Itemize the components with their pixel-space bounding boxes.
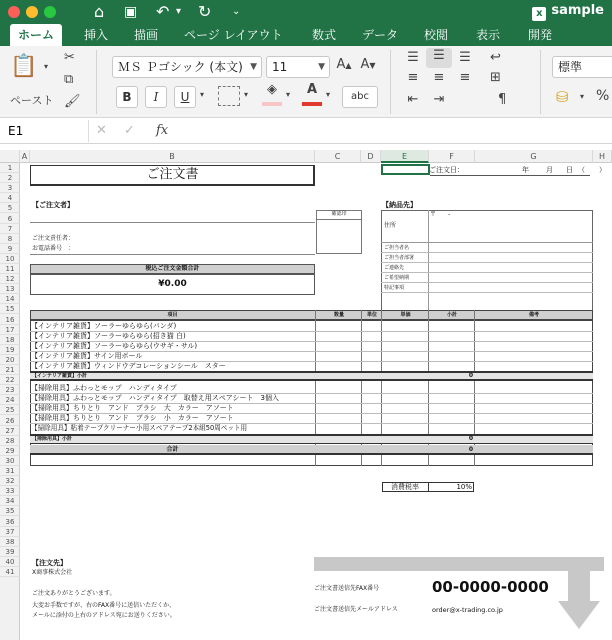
cancel-icon[interactable]: ✕ xyxy=(96,123,107,138)
row-header-41[interactable]: 41 xyxy=(0,567,20,577)
address-label: 住所 xyxy=(384,222,397,229)
document-title xyxy=(532,3,604,21)
borders-icon[interactable] xyxy=(218,86,240,106)
date-underline xyxy=(430,175,590,176)
row-header-11[interactable]: 11 xyxy=(0,264,20,274)
table-row[interactable]: 【掃除用具】粘着テープクリーナー小用スペアテープ2本組50周ペット用 xyxy=(31,424,248,432)
tab-home[interactable]: ホーム xyxy=(10,24,62,46)
row-header-9[interactable]: 9 xyxy=(0,244,20,254)
day-label: 日 xyxy=(566,166,573,174)
column-headers xyxy=(0,150,612,163)
mail-address: order@x-trading.co.jp xyxy=(432,606,503,614)
row-header-23[interactable]: 23 xyxy=(0,385,20,395)
row-header-21[interactable]: 21 xyxy=(0,365,20,375)
contact-info-label: ご連絡先 xyxy=(384,265,405,271)
row-header-5[interactable]: 5 xyxy=(0,203,20,213)
fill-color-dropdown-icon[interactable]: ▾ xyxy=(286,90,291,99)
cut-icon[interactable]: ✂ xyxy=(64,50,75,65)
table-row[interactable]: 【インテリア雑貨】ソーラーゆらゆら(ウサギ・サル) xyxy=(31,342,198,350)
align-bottom-icon[interactable]: ☰ xyxy=(459,50,471,65)
divider xyxy=(381,272,593,273)
divider xyxy=(30,222,315,223)
italic-button[interactable]: I xyxy=(145,86,167,108)
page-title: ご注文書 xyxy=(146,167,199,182)
row-header-25[interactable]: 25 xyxy=(0,405,20,415)
table-row[interactable]: 【掃除用具】ふわっとモップ ハンディタイプ 取替え用スペアシート 3個入 xyxy=(31,394,279,402)
table-row[interactable]: 【インテリア雑貨】ソーラーゆらゆら(招き猫 白) xyxy=(31,332,186,340)
fax-label: ご注文書送信先FAX番号 xyxy=(314,585,380,592)
bold-button[interactable]: B xyxy=(116,86,138,108)
tab-data[interactable]: データ xyxy=(362,28,399,42)
divider xyxy=(316,219,362,220)
postal-mark: 〒 - xyxy=(430,211,451,218)
cleaning-subtotal-row xyxy=(30,434,593,444)
contact-name-label: ご担当者名 xyxy=(384,245,410,251)
fax-number: 00-0000-0000 xyxy=(432,578,549,596)
weekday-label: （ ） xyxy=(578,166,606,174)
row-header-27[interactable]: 27 xyxy=(0,426,20,436)
divider xyxy=(390,50,391,114)
order-form-sheet xyxy=(20,163,612,640)
column-header-e[interactable]: E xyxy=(381,150,429,163)
title-bar xyxy=(0,0,612,24)
row-header-12[interactable]: 12 xyxy=(0,274,20,284)
row-header-28[interactable]: 28 xyxy=(0,436,20,446)
chevron-down-icon: ▼ xyxy=(318,62,325,72)
enter-icon[interactable]: ✓ xyxy=(124,123,135,138)
table-row[interactable]: 【掃除用具】ふわっとモップ ハンディタイプ xyxy=(31,384,177,392)
chevron-down-icon: ▼ xyxy=(250,62,257,72)
row-header-22[interactable]: 22 xyxy=(0,375,20,385)
row-header-18[interactable]: 18 xyxy=(0,335,20,345)
row-header-8[interactable]: 8 xyxy=(0,234,20,244)
tab-formulas[interactable]: 数式 xyxy=(312,28,337,42)
divider xyxy=(540,50,541,114)
row-header-36[interactable]: 36 xyxy=(0,517,20,527)
column-header-d[interactable]: D xyxy=(361,150,381,163)
row-header-24[interactable]: 24 xyxy=(0,395,20,405)
column-header-g[interactable]: G xyxy=(475,150,593,163)
paste-dropdown-icon[interactable]: ▾ xyxy=(44,62,49,71)
zoom-window-button[interactable] xyxy=(44,6,56,18)
divider xyxy=(30,254,315,255)
row-header-26[interactable]: 26 xyxy=(0,416,20,426)
borders-dropdown-icon[interactable]: ▾ xyxy=(244,90,249,99)
row-header-7[interactable]: 7 xyxy=(0,224,20,234)
paste-label[interactable]: ペースト xyxy=(10,94,54,107)
thanks-text: ご注文ありがとうございます。 xyxy=(32,590,116,597)
row-header-39[interactable]: 39 xyxy=(0,547,20,557)
row-header-34[interactable]: 34 xyxy=(0,496,20,506)
phone-label: お電話番号 ： xyxy=(32,245,75,252)
row-header-2[interactable]: 2 xyxy=(0,173,20,183)
currency-icon[interactable]: ⛁ xyxy=(556,88,569,106)
currency-dropdown-icon[interactable]: ▾ xyxy=(580,92,585,101)
wrap-text-icon[interactable]: ↩ xyxy=(490,50,501,65)
customize-toolbar-icon[interactable]: ⌄ xyxy=(232,6,241,17)
banner-bar xyxy=(314,557,604,571)
font-size-select[interactable] xyxy=(266,56,330,78)
fill-color-icon[interactable]: ◈ xyxy=(267,82,277,97)
interior-subtotal-row xyxy=(30,371,593,381)
header-note: 備考 xyxy=(528,312,539,318)
row-header-16[interactable]: 16 xyxy=(0,315,20,325)
percent-style-button[interactable]: % xyxy=(596,88,610,104)
interior-subtotal-label: 【インテリア雑貨】小計 xyxy=(32,373,88,379)
send-to-label: 【注文先】 xyxy=(32,559,67,567)
divider xyxy=(381,292,593,293)
orderer-label: 【ご注文者】 xyxy=(32,201,74,209)
row-header-3[interactable]: 3 xyxy=(0,183,20,193)
formula-bar xyxy=(0,118,612,144)
row-header-4[interactable]: 4 xyxy=(0,193,20,203)
cleaning-subtotal-label: 【掃除用具】小計 xyxy=(32,436,73,442)
header-subtotal: 小計 xyxy=(446,312,457,318)
mail-label: ご注文書送信先メールアドレス xyxy=(314,606,398,613)
paste-icon[interactable]: 📋 xyxy=(10,54,38,79)
down-arrow-icon xyxy=(558,571,600,629)
delivery-date-label: ご希望納期 xyxy=(384,275,410,281)
cleaning-subtotal-value: 0 xyxy=(468,435,473,442)
underline-button[interactable]: U xyxy=(174,86,196,108)
tax-label: 消費税率 xyxy=(391,483,419,491)
format-painter-icon[interactable]: 🖌 xyxy=(64,94,81,109)
tab-page-layout[interactable]: ページ レイアウト xyxy=(184,28,283,42)
header-price: 単価 xyxy=(400,312,411,318)
row-header-10[interactable]: 10 xyxy=(0,254,20,264)
month-label: 月 xyxy=(546,166,553,174)
divider xyxy=(381,282,593,283)
seal-label: 確認印 xyxy=(331,211,347,217)
save-icon[interactable]: ▣ xyxy=(124,4,138,20)
number-format-select[interactable] xyxy=(552,56,612,78)
delivery-label: 【納品先】 xyxy=(382,201,417,209)
document-name: sample xyxy=(551,3,604,18)
department-label: ご担当者部署 xyxy=(384,255,415,261)
close-window-button[interactable] xyxy=(8,6,20,18)
note-line-1: 大変お手数ですが、右のFAX番号に送信いただくか、 xyxy=(32,602,176,609)
interior-subtotal-value: 0 xyxy=(468,372,473,379)
row-header-1[interactable]: 1 xyxy=(0,163,20,173)
font-name-select[interactable] xyxy=(112,56,262,78)
column-header-a[interactable]: A xyxy=(20,150,30,163)
number-format-value: 標準 xyxy=(558,60,583,74)
note-line-2: メールに添付の上右のアドレス宛にお送りください。 xyxy=(32,612,176,619)
total-label: 税込ご注文金額合計 xyxy=(145,265,200,272)
insert-function-icon[interactable]: fx xyxy=(156,123,169,138)
divider xyxy=(96,50,97,114)
ribbon-tabs xyxy=(0,24,612,46)
copy-icon[interactable]: ⧉ xyxy=(64,72,74,87)
header-item: 項目 xyxy=(167,312,178,318)
order-date-label: ご注文日： xyxy=(429,166,464,174)
row-headers xyxy=(0,163,20,640)
responsible-label: ご注文責任者： xyxy=(32,235,75,242)
row-header-31[interactable]: 31 xyxy=(0,466,20,476)
redo-icon[interactable]: ↻ xyxy=(198,2,212,21)
align-left-icon[interactable]: ≡ xyxy=(407,70,419,85)
row-header-19[interactable]: 19 xyxy=(0,345,20,355)
divider xyxy=(428,210,429,311)
row-header-38[interactable]: 38 xyxy=(0,537,20,547)
row-header-35[interactable]: 35 xyxy=(0,506,20,516)
tab-view[interactable]: 表示 xyxy=(476,28,501,42)
grand-total-label: 合計 xyxy=(166,446,179,453)
row-header-15[interactable]: 15 xyxy=(0,304,20,314)
divider xyxy=(381,242,593,243)
company-name: X商事株式会社 xyxy=(32,569,73,576)
font-name-value: ＭＳ Ｐゴシック (本文) xyxy=(118,60,243,74)
row-header-40[interactable]: 40 xyxy=(0,557,20,567)
font-color-icon[interactable]: A xyxy=(306,82,318,97)
column-header-f[interactable]: F xyxy=(429,150,475,163)
decrease-font-size-icon[interactable]: A▼ xyxy=(360,57,376,72)
row-header-37[interactable]: 37 xyxy=(0,527,20,537)
selected-cell-e1[interactable] xyxy=(381,164,430,175)
undo-dropdown-icon[interactable]: ▾ xyxy=(176,6,182,17)
tab-developer[interactable]: 開発 xyxy=(528,28,553,42)
tab-insert[interactable]: 挿入 xyxy=(84,28,109,42)
row-header-20[interactable]: 20 xyxy=(0,355,20,365)
header-qty: 数量 xyxy=(333,312,344,318)
year-label: 年 xyxy=(522,166,529,174)
minimize-window-button[interactable] xyxy=(26,6,38,18)
row-header-33[interactable]: 33 xyxy=(0,486,20,496)
row-header-32[interactable]: 32 xyxy=(0,476,20,486)
excel-file-icon: x xyxy=(532,7,546,21)
total-value: ¥0.00 xyxy=(158,279,187,289)
grand-total-value: 0 xyxy=(468,446,473,453)
select-all-corner[interactable] xyxy=(0,150,20,163)
font-color-dropdown-icon[interactable]: ▾ xyxy=(326,90,331,99)
align-right-icon[interactable]: ≡ xyxy=(459,70,471,85)
row-header-6[interactable]: 6 xyxy=(0,214,20,224)
decrease-indent-icon[interactable]: ⇤ xyxy=(407,92,419,107)
font-size-value: 11 xyxy=(272,60,288,74)
header-unit: 単位 xyxy=(366,312,377,318)
table-row[interactable]: 【インテリア雑貨】サイン用ボール xyxy=(31,352,143,360)
divider xyxy=(88,120,89,142)
home-icon[interactable]: ⌂ xyxy=(94,2,105,21)
increase-indent-icon[interactable]: ⇥ xyxy=(433,92,445,107)
tab-review[interactable]: 校閲 xyxy=(424,28,449,42)
undo-icon[interactable]: ↶ xyxy=(156,2,170,21)
align-center-icon[interactable]: ≡ xyxy=(433,70,445,85)
tax-value: 10% xyxy=(456,483,472,491)
row-header-14[interactable]: 14 xyxy=(0,294,20,304)
orientation-icon[interactable]: ¶ xyxy=(498,92,507,107)
row-header-13[interactable]: 13 xyxy=(0,284,20,294)
row-header-17[interactable]: 17 xyxy=(0,325,20,335)
fill-color-swatch xyxy=(262,102,282,106)
worksheet xyxy=(0,150,612,640)
column-header-b[interactable]: B xyxy=(30,150,315,163)
name-box[interactable]: E1 xyxy=(8,124,24,138)
column-header-c[interactable]: C xyxy=(315,150,361,163)
ribbon xyxy=(0,46,612,118)
special-notes-label: 特記事項 xyxy=(384,285,405,291)
increase-font-size-icon[interactable]: A▲ xyxy=(336,57,352,72)
formula-input[interactable] xyxy=(180,121,600,141)
align-top-icon[interactable]: ☰ xyxy=(407,50,419,65)
merge-cells-icon[interactable]: ⊞ xyxy=(490,70,501,85)
column-header-h[interactable]: H xyxy=(593,150,612,163)
table-row[interactable]: 【インテリア雑貨】ソーラーゆらゆら(パンダ) xyxy=(31,322,177,330)
table-row[interactable]: 【掃除用具】ちりとり アンド ブラシ 大 カラー アソート xyxy=(31,404,234,412)
table-row[interactable]: 【インテリア雑貨】ウィンドウデコレーションシール スター xyxy=(31,362,226,370)
underline-dropdown-icon[interactable]: ▾ xyxy=(200,90,205,99)
font-color-swatch xyxy=(302,102,322,106)
row-header-29[interactable]: 29 xyxy=(0,446,20,456)
row-header-30[interactable]: 30 xyxy=(0,456,20,466)
tab-draw[interactable]: 描画 xyxy=(134,28,159,42)
phonetic-button[interactable]: abc xyxy=(342,86,378,108)
table-row[interactable]: 【掃除用具】ちりとり アンド ブラシ 小 カラー アソート xyxy=(31,414,234,422)
align-middle-icon[interactable]: ☰ xyxy=(426,48,452,68)
